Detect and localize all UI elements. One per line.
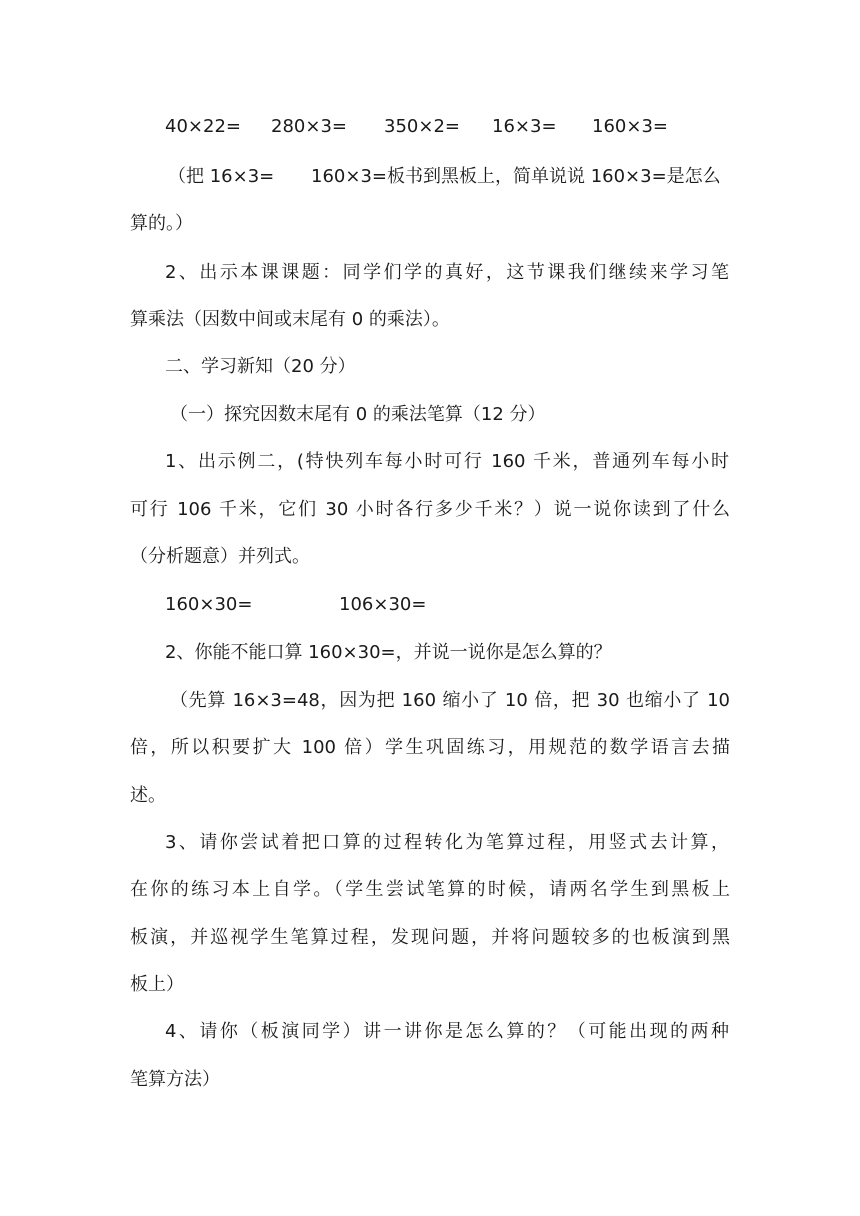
equation-1: 160×30= xyxy=(165,594,253,615)
item3-line1: 3、请你尝试着把口算的过程转化为笔算过程，用竖式去计算， xyxy=(165,832,729,853)
item1-line3: （分析题意）并列式。 xyxy=(130,546,310,567)
note1-part-b: 160×3=板书到黑板上，简单说说 160×3=是怎么 xyxy=(311,166,721,187)
note2-line1: （先算 16×3=48，因为把 160 缩小了 10 倍，把 30 也缩小了 10 xyxy=(170,690,730,711)
note1-part-a: （把 16×3= xyxy=(168,166,275,187)
note1-line2: 算的。） xyxy=(130,213,193,234)
exercise-2: 280×3= xyxy=(271,116,347,137)
note2-line3: 述。 xyxy=(130,785,166,806)
section2-heading: 二、学习新知（20 分） xyxy=(165,356,356,377)
para2-line1: 2、出示本课课题：同学们学的真好，这节课我们继续来学习笔 xyxy=(165,262,729,283)
exercise-1: 40×22= xyxy=(165,116,241,137)
subsection1-heading: （一）探究因数末尾有 0 的乘法笔算（12 分） xyxy=(170,404,546,425)
item3-line3: 板演，并巡视学生笔算过程，发现问题，并将问题较多的也板演到黑 xyxy=(130,927,730,948)
item2: 2、你能不能口算 160×30=，并说一说你是怎么算的？ xyxy=(165,642,612,663)
exercise-5: 160×3= xyxy=(592,116,668,137)
item4-line2: 笔算方法） xyxy=(130,1069,220,1090)
exercise-3: 350×2= xyxy=(384,116,460,137)
item4-line1: 4、请你（板演同学）讲一讲你是怎么算的？（可能出现的两种 xyxy=(165,1021,729,1042)
item3-line4: 板上） xyxy=(130,974,184,995)
item1-line1: 1、出示例二，(特快列车每小时可行 160 千米，普通列车每小时 xyxy=(165,451,729,472)
equation-2: 106×30= xyxy=(339,594,427,615)
note2-line2: 倍，所以积要扩大 100 倍）学生巩固练习，用规范的数学语言去描 xyxy=(130,737,730,758)
exercise-4: 16×3= xyxy=(492,116,557,137)
item1-line2: 可行 106 千米，它们 30 小时各行多少千米？）说一说你读到了什么 xyxy=(130,499,730,520)
para2-line2: 算乘法（因数中间或末尾有 0 的乘法）。 xyxy=(130,309,450,330)
item3-line2: 在你的练习本上自学。（学生尝试笔算的时候，请两名学生到黑板上 xyxy=(130,879,730,900)
